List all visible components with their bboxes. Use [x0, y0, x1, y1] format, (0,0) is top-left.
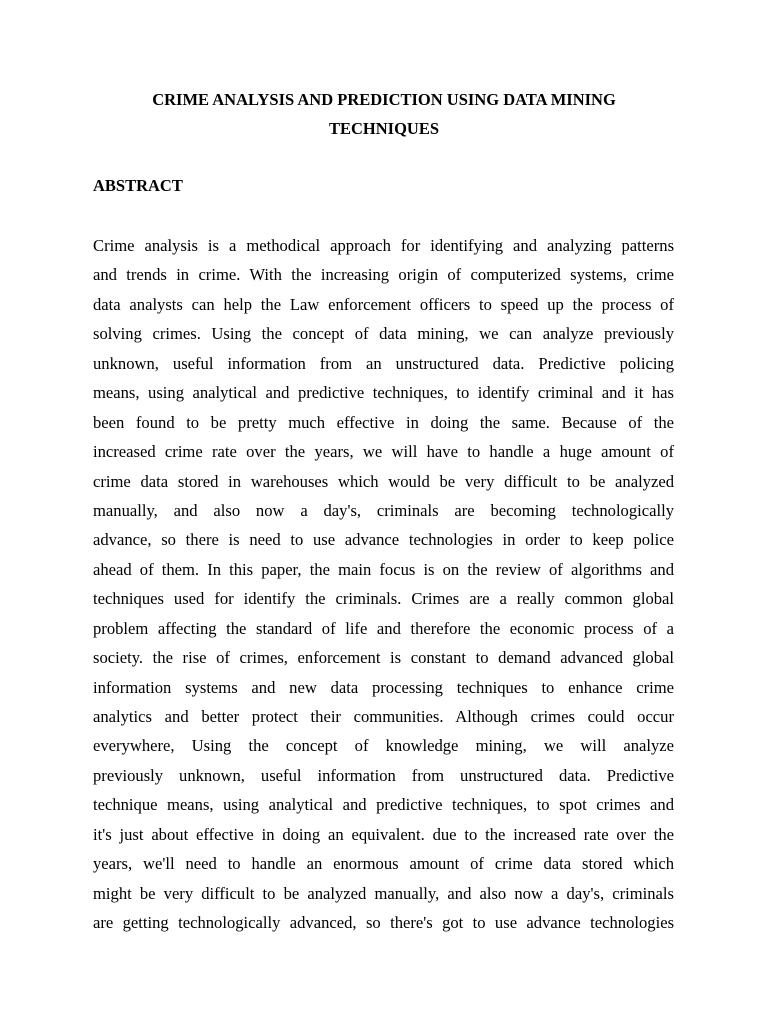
abstract-line: techniques used for identify the criminals. Crimes are a really common global — [93, 589, 675, 609]
abstract-line: might be very difficult to be analyzed manually, and also now a day's, criminals — [93, 883, 674, 903]
abstract-line: increased crime rate over the years, we will have to handle a huge amount of — [93, 442, 674, 462]
abstract-line: analytics and better protect their communities. Although crimes could occur — [93, 707, 674, 726]
abstract-heading: ABSTRACT — [93, 176, 183, 195]
paper-title-line: TECHNIQUES — [328, 119, 440, 138]
abstract-line: everywhere, Using the concept of knowledge mining, we will analyze — [93, 736, 675, 756]
abstract-line: are getting technologically advanced, so there's got to use advance technologies — [93, 913, 675, 933]
abstract-line: technique means, using analytical and predictive techniques, to spot crimes and — [93, 795, 674, 815]
abstract-line: manually, and also now a day's, criminals are becoming technologically — [93, 500, 675, 520]
abstract-line: it's just about effective in doing an equivalent. due to the increased rate over the — [93, 824, 675, 844]
abstract-line: Crime analysis is a methodical approach for identifying and analyzing patterns — [93, 236, 675, 255]
abstract-body — [93, 231, 674, 938]
abstract-line: and trends in crime. With the increasing origin of computerized systems, crime — [93, 265, 674, 285]
abstract-line: crime data stored in warehouses which would be very difficult to be analyzed — [93, 471, 675, 491]
abstract-line: previously unknown, useful information from unstructured data. Predictive — [93, 765, 674, 785]
abstract-line: been found to be pretty much effective in doing the same. Because of the — [93, 412, 675, 432]
abstract-line: means, using analytical and predictive techniques, to identify criminal and it has — [93, 383, 674, 403]
abstract-line: advance, so there is need to use advance technologies in order to keep police — [93, 530, 674, 550]
abstract-line: data analysts can help the Law enforcement officers to speed up the process of — [93, 294, 675, 314]
abstract-line: ahead of them. In this paper, the main focus is on the review of algorithms and — [93, 559, 674, 579]
abstract-line: information systems and new data processing techniques to enhance crime — [93, 677, 675, 697]
abstract-line: society. the rise of crimes, enforcement is constant to demand advanced global — [93, 648, 674, 668]
paper-title — [0, 85, 768, 143]
abstract-line: years, we'll need to handle an enormous amount of crime data stored which — [93, 854, 674, 874]
paper-title-line: CRIME ANALYSIS AND PREDICTION USING DATA MINING — [152, 90, 616, 109]
abstract-line: solving crimes. Using the concept of data mining, we can analyze previously — [93, 324, 674, 344]
abstract-line: unknown, useful information from an unstructured data. Predictive policing — [93, 353, 675, 373]
abstract-line: problem affecting the standard of life and therefore the economic process of a — [93, 618, 675, 638]
